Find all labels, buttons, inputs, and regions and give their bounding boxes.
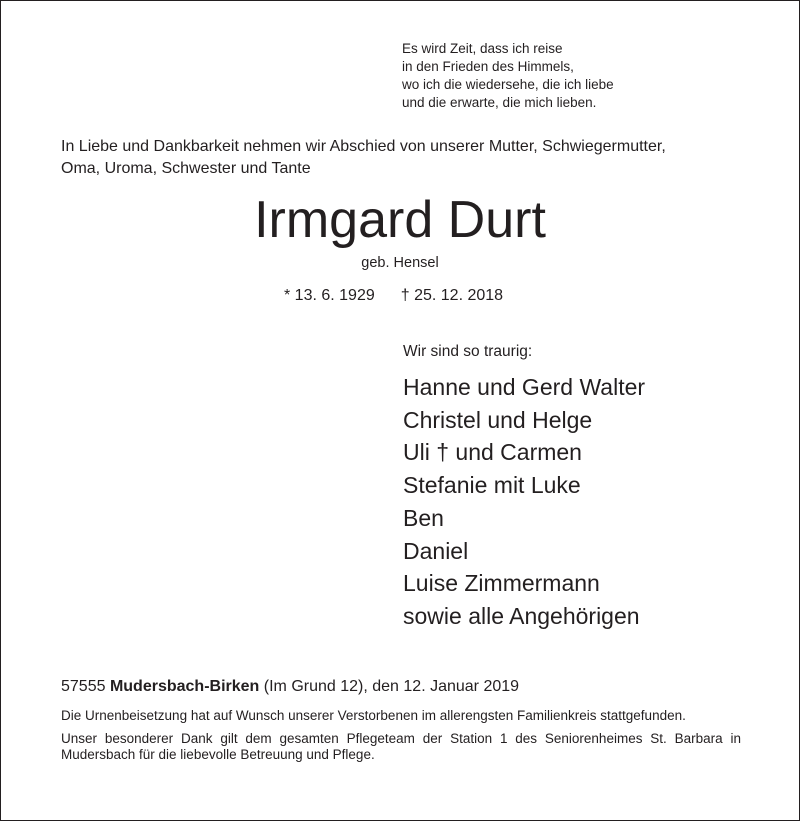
burial-note: Die Urnenbeisetzung hat auf Wunsch unserer Verstorbenen im allerengsten Familienkreis stattgefunden. <box>61 708 686 723</box>
mourner-name: Ben <box>403 504 444 531</box>
poem-line: in den Frieden des Himmels, <box>402 59 574 74</box>
mourner-name: Stefanie mit Luke <box>403 472 581 499</box>
thanks-note: Unser besonderer Dank gilt dem gesamten Pflegeteam der Station 1 des Seniorenheimes St. Barbara in Mudersbach für die liebevolle Betreuung und Pflege. <box>61 731 741 762</box>
postcode: 57555 <box>61 678 106 695</box>
mourner-name: sowie alle Angehörigen <box>403 602 640 629</box>
mourner-name: Uli † und Carmen <box>403 439 582 466</box>
birth-date: * 13. 6. 1929 <box>284 287 375 304</box>
poem <box>402 40 614 112</box>
mourner-name: Daniel <box>403 537 469 564</box>
notes <box>61 708 741 763</box>
deceased-name: Irmgard Durt <box>254 191 546 249</box>
intro-text <box>61 136 751 180</box>
maiden-name: geb. Hensel <box>361 255 439 271</box>
poem-line: wo ich die wiedersehe, die ich liebe <box>402 77 614 92</box>
mourner-name: Luise Zimmermann <box>403 570 600 597</box>
death-date: † 25. 12. 2018 <box>400 287 504 304</box>
place-name: Mudersbach-Birken <box>109 678 260 695</box>
location-date-line <box>61 677 519 697</box>
mourner-name: Christel und Helge <box>403 406 593 433</box>
intro-line: In Liebe und Dankbarkeit nehmen wir Abschied von unserer Mutter, Schwiegermutter, <box>61 138 666 155</box>
poem-line: und die erwarte, die mich lieben. <box>402 95 597 110</box>
mourners-list <box>403 371 645 633</box>
poem-line: Es wird Zeit, dass ich reise <box>402 41 563 56</box>
intro-line: Oma, Uroma, Schwester und Tante <box>61 160 311 177</box>
mourner-name: Hanne und Gerd Walter <box>403 374 646 400</box>
address-date: (Im Grund 12), den 12. Januar 2019 <box>263 678 520 695</box>
mourners-heading: Wir sind so traurig: <box>403 343 533 360</box>
life-dates <box>284 286 503 306</box>
